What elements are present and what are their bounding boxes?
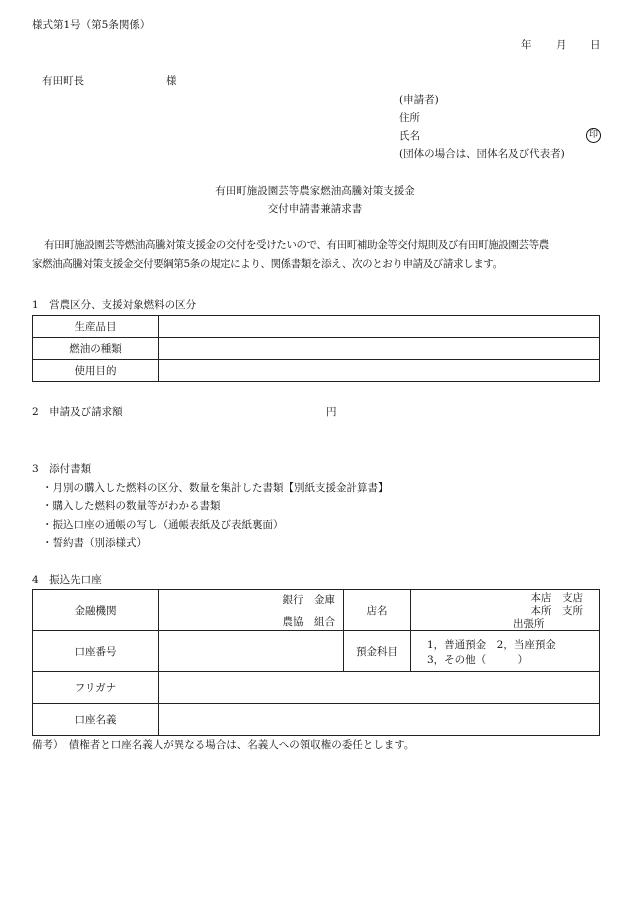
amount-unit: 円 [326, 406, 337, 418]
applicant-group-note: (団体の場合は、団体名及び代表者) [399, 148, 565, 160]
crop-label: 生産品目 [33, 316, 159, 338]
table-row [33, 338, 600, 360]
branch-line3: 出張所 [513, 618, 545, 630]
account-name-value[interactable] [159, 704, 600, 736]
addressee-honorific: 様 [166, 75, 177, 87]
date-day: 日 [590, 39, 601, 51]
farming-table [32, 315, 600, 382]
branch-label: 店名 [344, 590, 411, 631]
bank-types-line2: 農協 組合 [282, 616, 335, 628]
seal-stamp [586, 128, 601, 143]
addressee-name: 有田町長 [42, 75, 84, 87]
bank-type-cell[interactable] [159, 590, 344, 631]
applicant-address-label: 住所 [399, 112, 420, 124]
attachment-item: ・誓約書（別添様式） [42, 537, 147, 549]
account-number-value[interactable] [159, 631, 344, 672]
fuel-type-value[interactable] [159, 338, 600, 360]
seal-mark: 印 [586, 128, 601, 143]
date-month: 月 [556, 39, 567, 51]
document-title-line1: 有田町施設園芸等農家燃油高騰対策支援金 [215, 185, 415, 197]
branch-cell[interactable] [411, 590, 600, 631]
remarks-note: 備考） 債権者と口座名義人が異なる場合は、名義人への領収権の委任とします。 [32, 739, 415, 751]
purpose-label: 使用目的 [33, 360, 159, 382]
body-text-line2: 家燃油高騰対策支援金交付要綱第5条の規定により、関係書類を添え、次のとおり申請及び請求します。 [32, 258, 503, 270]
section2-heading: 2 申請及び請求額 [32, 406, 123, 418]
document-title-line2: 交付申請書兼請求書 [267, 203, 363, 215]
body-text-line1: 有田町施設園芸等燃油高騰対策支援金の交付を受けたいので、有田町補助金等交付規則及び有田町施設園芸等農 [44, 239, 549, 251]
bank-types-line1: 銀行 金庫 [282, 594, 335, 606]
financial-institution-label: 金融機関 [33, 590, 159, 631]
table-row [33, 672, 600, 704]
table-row [33, 704, 600, 736]
table-row [33, 316, 600, 338]
table-row [33, 360, 600, 382]
attachment-item: ・月別の購入した燃料の区分、数量を集計した書類【別紙支援金計算書】 [42, 482, 389, 494]
furigana-value[interactable] [159, 672, 600, 704]
branch-line2: 本所 支所 [530, 605, 583, 617]
purpose-value[interactable] [159, 360, 600, 382]
section3-heading: 3 添付書類 [32, 463, 92, 475]
form-number: 様式第1号（第5条関係） [32, 19, 151, 31]
section4-heading: 4 振込先口座 [32, 574, 102, 586]
account-number-label: 口座番号 [33, 631, 159, 672]
deposit-type-label: 預金科目 [344, 631, 411, 672]
attachment-item: ・購入した燃料の数量等がわかる書類 [42, 500, 221, 512]
account-name-label: 口座名義 [33, 704, 159, 736]
table-row [33, 590, 600, 631]
crop-value[interactable] [159, 316, 600, 338]
applicant-label: (申請者) [399, 94, 439, 106]
table-row [33, 631, 600, 672]
deposit-options-line1: 1，普通預金 2，当座預金 [427, 639, 556, 651]
deposit-options-cell[interactable] [411, 631, 600, 672]
applicant-name-label: 氏名 [399, 130, 420, 142]
furigana-label: フリガナ [33, 672, 159, 704]
attachment-item: ・振込口座の通帳の写し（通帳表紙及び表紙裏面） [42, 519, 284, 531]
branch-line1: 本店 支店 [530, 592, 583, 604]
section1-heading: 1 営農区分、支援対象燃料の区分 [32, 299, 197, 311]
fuel-type-label: 燃油の種類 [33, 338, 159, 360]
bank-table [32, 589, 600, 736]
date-year: 年 [521, 39, 532, 51]
deposit-options-line2: 3，その他（ ） [427, 654, 529, 666]
